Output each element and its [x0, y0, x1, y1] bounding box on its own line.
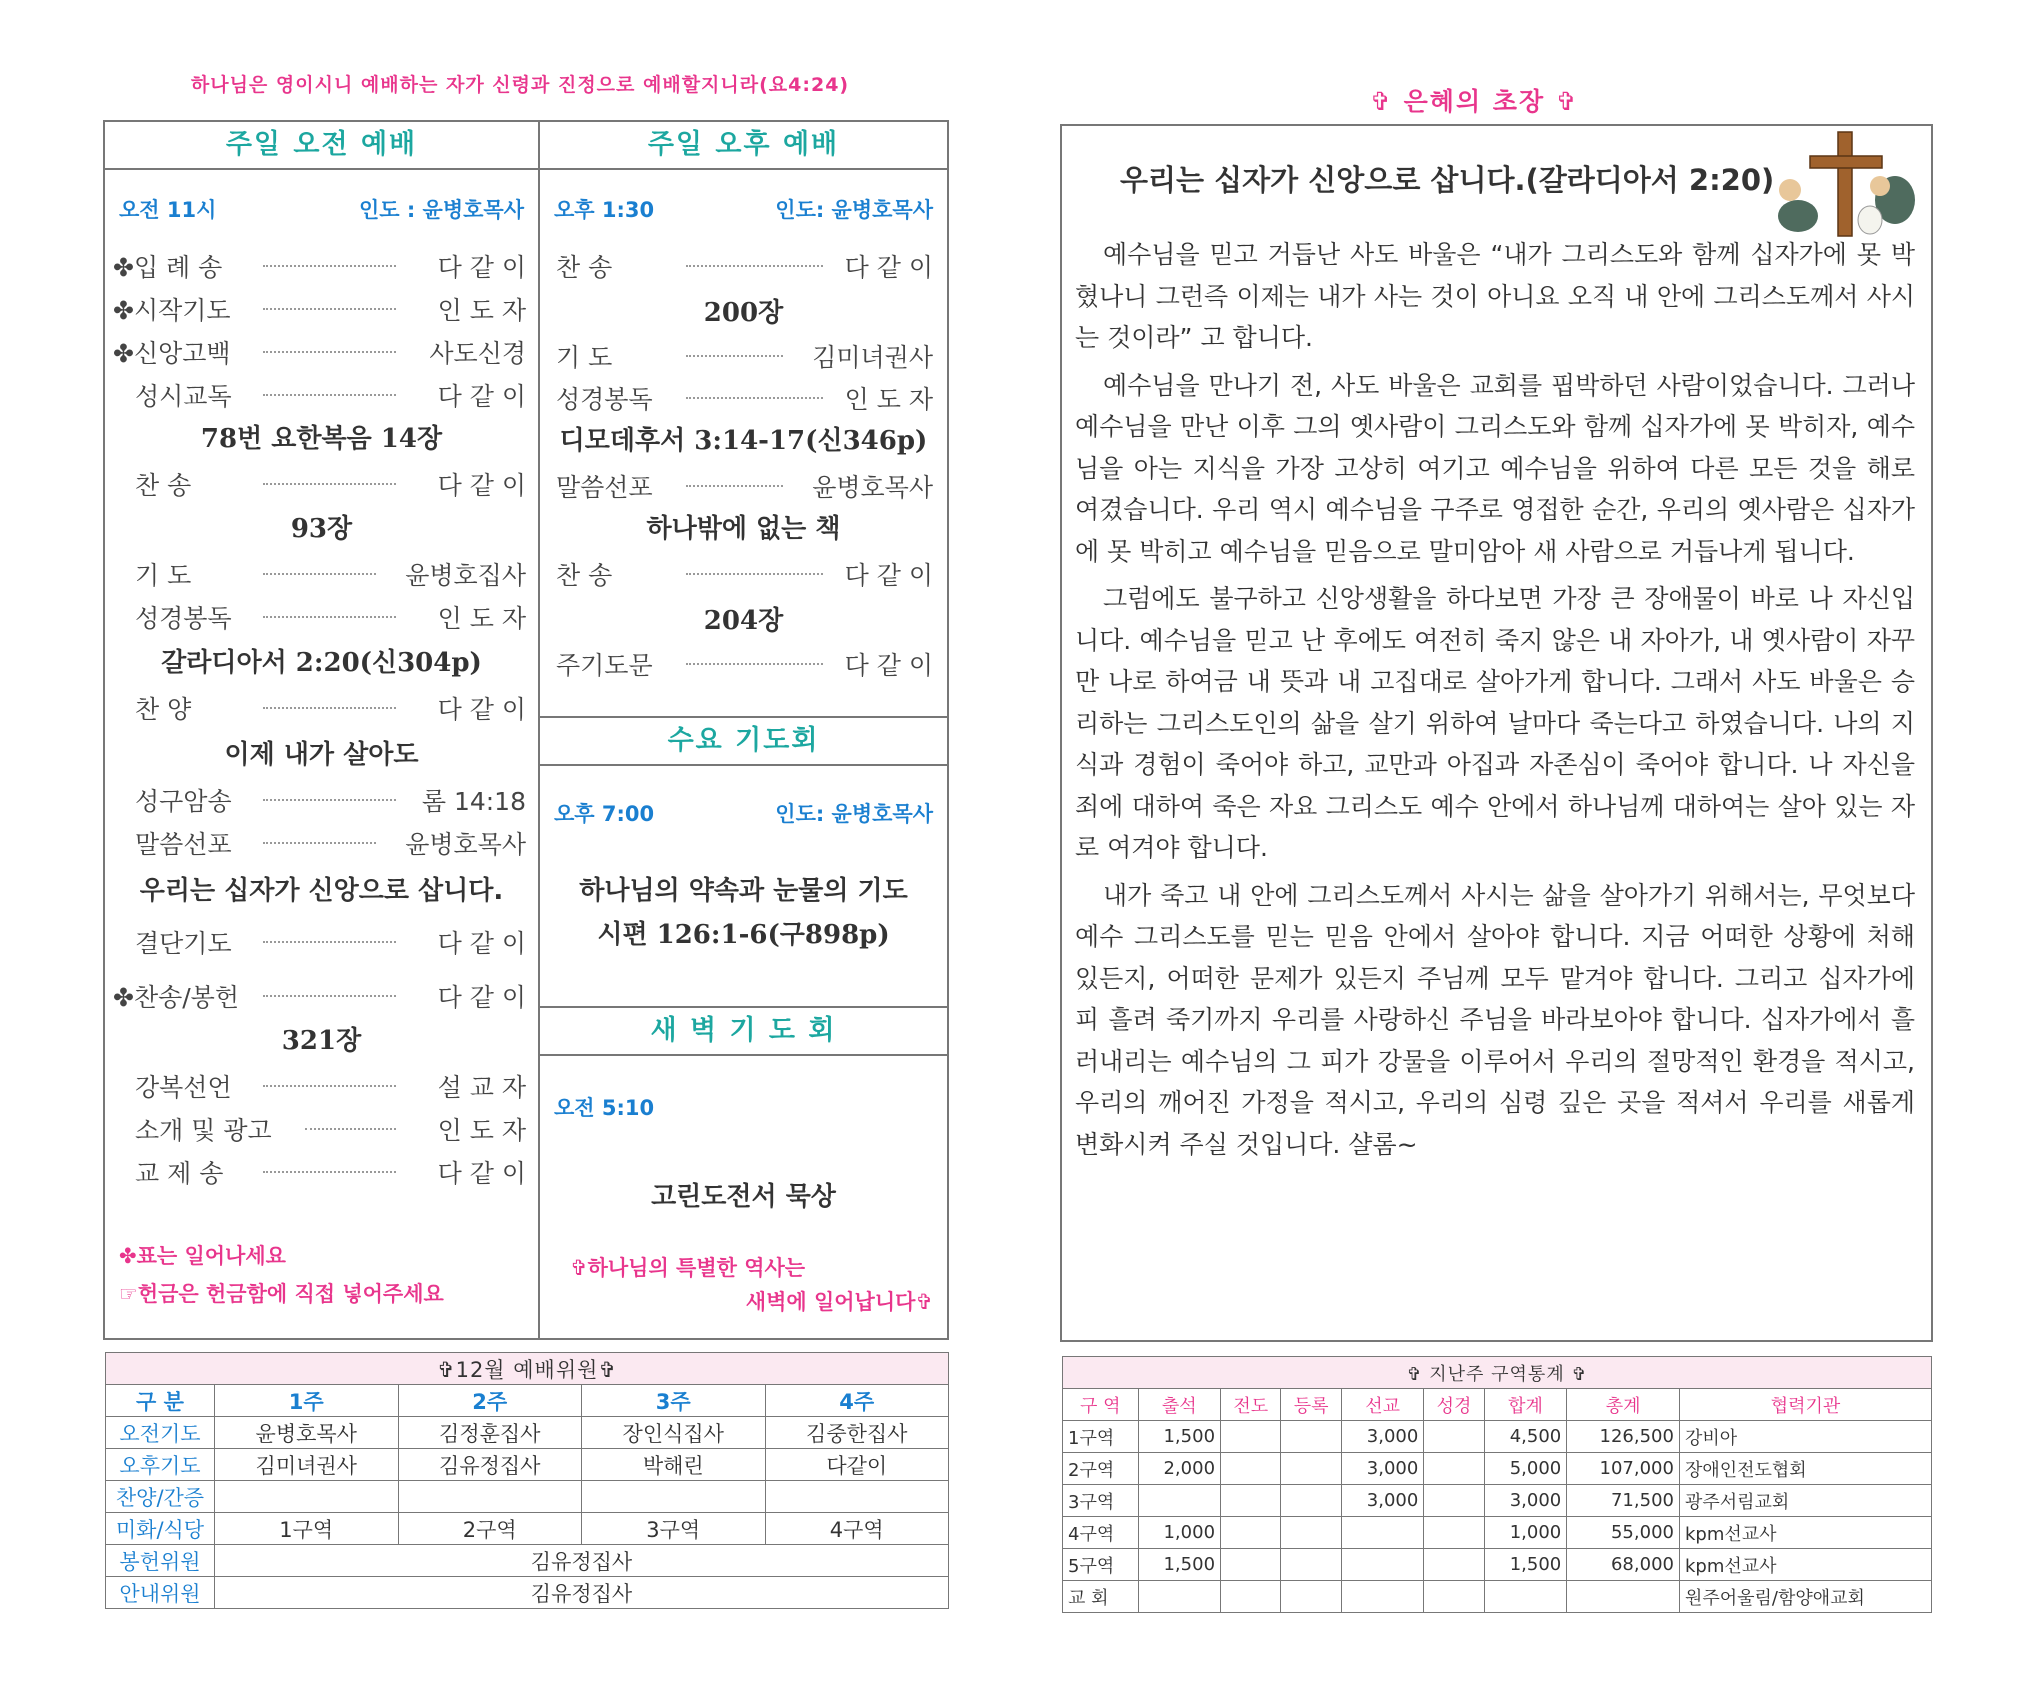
- morning-title: 주일 오전 예배: [105, 122, 538, 170]
- table-row: 오후기도 김미녀권사 김유정집사 박해린 다같이: [106, 1449, 949, 1481]
- table-row: 오전기도 윤병호목사 김정훈집사 장인식집사 김중한집사: [106, 1417, 949, 1449]
- dawn-note-2: 새벽에 일어납니다✞: [745, 1290, 933, 1314]
- morning-leader: 인도 : 윤병호목사: [358, 198, 524, 222]
- afternoon-time: 오후 1:30: [554, 198, 655, 222]
- wednesday-scripture: 시편 126:1-6(구898p): [597, 920, 890, 950]
- dawn-time: 오전 5:10: [554, 1096, 655, 1120]
- grace-paragraph: 내가 죽고 내 안에 그리스도께서 사시는 삶을 살아가기 위해서는, 무엇보다 예수 그리스도를 믿는 믿음 안에서 살아야 합니다. 지금 어떠한 상황에 처해 있든지, 어떠한 문제가 있든지 주님께 모두 맡겨야 합니다. 그리고 십자가에 피 흘려 죽기까지 우리를 사랑하신 주님을 바라보아야 합니다. 십자가에서 흘러내리는 예수님의 그 피가 강물을 이루어서 우리의 절망적인 환경을 적시고, 우리의 깨어진 가정을 적시고, 우리의 심령 깊은 곳을 적셔서 우리를 새롭게 변화시켜 주실 것입니다. 샬롬~: [1075, 880, 1915, 1159]
- dawn-title: 새 벽 기 도 회: [540, 1006, 947, 1056]
- morning-time: 오전 11시: [119, 198, 217, 222]
- worship-committee-table: [105, 1352, 949, 1609]
- morning-item: 찬 송 다 같 이: [135, 471, 526, 500]
- dawn-topic: 고린도전서 묵상: [651, 1182, 836, 1212]
- morning-hymn-1: 93장: [290, 514, 353, 544]
- morning-item: ✤신앙고백 사도신경: [113, 339, 526, 368]
- grace-paragraph: 예수님을 믿고 거듭난 사도 바울은 “내가 그리스도와 함께 십자가에 못 박혔나니 그런즉 이제는 내가 사는 것이 아니요 오직 내 안에 그리스도께서 사시는 것이라” 고 합니다.: [1075, 240, 1915, 352]
- morning-service: [105, 122, 538, 1338]
- morning-praise-song: 이제 내가 살아도: [224, 740, 419, 770]
- morning-item: 결단기도 다 같 이: [135, 929, 526, 958]
- grace-paragraph: 그럼에도 불구하고 신앙생활을 하다보면 가장 큰 장애물이 바로 나 자신입니다. 예수님을 믿고 난 후에도 여전히 죽지 않은 내 자아가, 내 옛사람이 자꾸만 나로 하여금 내 뜻과 내 고집대로 살아가게 합니다. 그래서 사도 바울은 승리하는 그리스도인의 삶을 살기 위하여 날마다 죽는다고 하였습니다. 나의 지식과 경험이 죽어야 하고, 교만과 아집과 자존심이 죽어야 합니다. 나 자신을 죄에 대하여 죽은 자요 그리스도 예수 안에서 하나님께 대하여는 살아 있는 자로 여겨야 합니다.: [1075, 584, 1915, 862]
- committee-header: 3주: [582, 1385, 766, 1417]
- morning-time-row: [119, 194, 524, 224]
- dawn-note-1: ✞하나님의 특별한 역사는: [570, 1256, 806, 1280]
- worship-committee-title: ✞12월 예배위원✞: [106, 1353, 949, 1385]
- afternoon-item: 기 도 김미녀권사: [556, 343, 933, 372]
- offering-note: ☞헌금은 헌금함에 직접 넣어주세요: [119, 1282, 444, 1306]
- table-row: 3구역 3,000 3,000 71,500 광주서림교회: [1063, 1485, 1932, 1517]
- table-row: 찬양/간증: [106, 1481, 949, 1513]
- morning-item: 기 도 윤병호집사: [135, 561, 526, 590]
- morning-sermon-title: 우리는 십자가 신앙으로 삽니다.: [139, 876, 504, 906]
- grace-title: 우리는 십자가 신앙으로 삽니다.(갈라디아서 2:20): [1120, 163, 1775, 197]
- afternoon-item: 찬 송 다 같 이: [556, 253, 933, 282]
- table-row: 4구역 1,000 1,000 55,000 kpm선교사: [1063, 1517, 1932, 1549]
- morning-item: 강복선언 설 교 자: [135, 1073, 526, 1102]
- morning-item: 말씀선포 윤병호목사: [135, 830, 526, 859]
- grace-header: ✞ 은혜의 초장 ✞: [1370, 87, 1579, 116]
- table-row: 미화/식당 1구역 2구역 3구역 4구역: [106, 1513, 949, 1545]
- afternoon-hymn-2: 204장: [703, 606, 784, 636]
- afternoon-title: 주일 오후 예배: [540, 122, 947, 170]
- morning-scripture: 갈라디아서 2:20(신304p): [161, 648, 482, 678]
- cross-illustration: [1770, 128, 1920, 238]
- district-stats-title: ✞ 지난주 구역통계 ✞: [1063, 1357, 1932, 1389]
- afternoon-sermon-title: 하나밖에 없는 책: [646, 514, 841, 544]
- wednesday-title: 수요 기도회: [540, 716, 947, 766]
- morning-item: 찬 양 다 같 이: [135, 695, 526, 724]
- afternoon-hymn-1: 200장: [703, 298, 784, 328]
- committee-header: 4주: [765, 1385, 949, 1417]
- wednesday-time-row: [554, 798, 933, 828]
- morning-item: ✤시작기도 인 도 자: [113, 296, 526, 325]
- afternoon-scripture: 디모데후서 3:14-17(신346p): [559, 426, 928, 456]
- afternoon-item: 찬 송 다 같 이: [556, 561, 933, 590]
- table-row: 1구역 1,500 3,000 4,500 126,500 강비아: [1063, 1421, 1932, 1453]
- morning-item: ✤찬송/봉헌 다 같 이: [113, 983, 526, 1012]
- grace-body: [1075, 234, 1915, 1165]
- table-row: 5구역 1,500 1,500 68,000 kpm선교사: [1063, 1549, 1932, 1581]
- table-row: 2구역 2,000 3,000 5,000 107,000 장애인전도협회: [1063, 1453, 1932, 1485]
- morning-item: 성시교독 다 같 이: [135, 382, 526, 411]
- grace-paragraph: 예수님을 만나기 전, 사도 바울은 교회를 핍박하던 사람이었습니다. 그러나 예수님을 만난 이후 그의 옛사람이 그리스도와 함께 십자가에 못 박히자, 예수님을 아는 지식을 가장 고상히 여기고 예수님을 위하여 다른 모든 것을 해로 여겼습니다. 우리 역시 예수님을 구주로 영접한 순간, 우리의 옛사람은 십자가에 못 박히고 예수님을 믿음으로 말미암아 새 사람으로 거듭나게 됩니다.: [1075, 370, 1915, 566]
- afternoon-time-row: [554, 194, 933, 224]
- committee-header: 구 분: [106, 1385, 215, 1417]
- wednesday-time: 오후 7:00: [554, 802, 655, 826]
- district-stats: [1062, 1356, 1932, 1613]
- top-verse: 하나님은 영이시니 예배하는 자가 신령과 진정으로 예배할지니라(요4:24): [190, 74, 850, 96]
- morning-item: 소개 및 광고 인 도 자: [135, 1116, 526, 1145]
- table-row: 봉헌위원 김유정집사: [106, 1545, 949, 1577]
- table-row: 안내위원 김유정집사: [106, 1577, 949, 1609]
- afternoon-item: 말씀선포 윤병호목사: [556, 473, 933, 502]
- morning-hymn-2: 321장: [281, 1026, 362, 1056]
- dawn-time-row: [554, 1092, 933, 1122]
- morning-reading: 78번 요한복음 14장: [200, 424, 443, 454]
- morning-item: 교 제 송 다 같 이: [135, 1159, 526, 1188]
- table-row: 교 회 원주어울림/함양애교회: [1063, 1581, 1932, 1613]
- committee-header: 2주: [398, 1385, 582, 1417]
- morning-item: ✤입 례 송 다 같 이: [113, 253, 526, 282]
- afternoon-service: [540, 122, 947, 1338]
- afternoon-item: 성경봉독 인 도 자: [556, 385, 933, 414]
- worship-committee: [105, 1352, 949, 1609]
- worship-order-panel: [103, 120, 949, 1340]
- afternoon-item: 주기도문 다 같 이: [556, 651, 933, 680]
- afternoon-leader: 인도: 윤병호목사: [775, 198, 933, 222]
- wednesday-leader: 인도: 윤병호목사: [775, 802, 933, 826]
- stand-note: ✤표는 일어나세요: [119, 1244, 286, 1268]
- district-stats-table: ✞ 지난주 구역통계 ✞ 구 역 출석 전도 등록 선교 성경 합계 총계 협력기관 1구역 1,500 3,000 4,500 126,500 강비아 2구역 2,000 3,000 5,000 107,000 장애인전도협회 3구역 3,000 3,000 71,500 광주서림교회 4구역 1,000 1,000 55,000 kpm선교사 5구역 1,500 1,500 68,000 kpm선교사 교 회 원주어울림/함양애교회: [1062, 1356, 1932, 1613]
- morning-item: 성경봉독 인 도 자: [135, 604, 526, 633]
- wednesday-topic: 하나님의 약속과 눈물의 기도: [579, 876, 908, 906]
- committee-header: 1주: [215, 1385, 399, 1417]
- morning-item: 성구암송 롬 14:18: [135, 787, 526, 816]
